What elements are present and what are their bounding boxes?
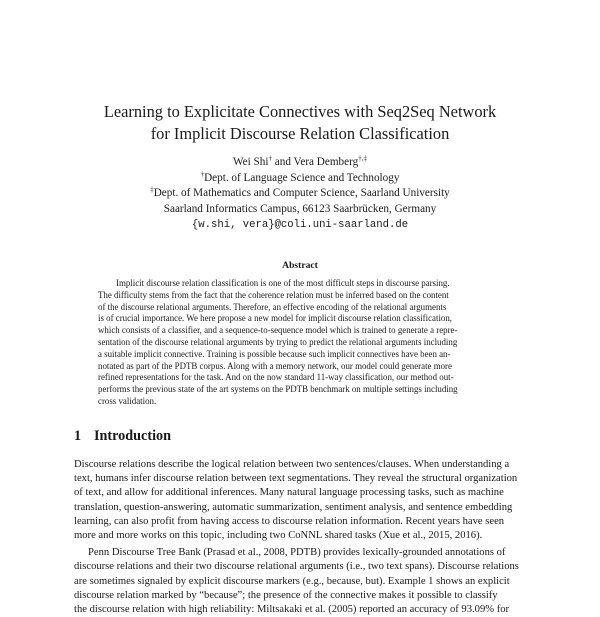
affiliation-3: Saarland Informatics Campus, 66123 Saarbrücken, Germany	[163, 202, 437, 215]
affiliation-1	[60, 171, 540, 187]
intro-line: discourse relations and their two discourse relational arguments (i.e., two text spans). Discourse relations	[74, 561, 519, 573]
abstract-line: which consists of a classifier, and a sequence-to-sequence model which is trained to generate a repre-	[98, 325, 458, 336]
intro-line: Discourse relations describe the logical relation between two sentences/clauses. When understanding a	[74, 459, 510, 470]
abstract-line: The difficulty stems from the fact that the coherence relation must be inferred based on the content	[98, 289, 449, 300]
intro-line: the discourse relation with high reliability: Miltsakaki et al. (2005) reported an accuracy of 93.09% for	[74, 604, 510, 616]
abstract-line: Implicit discourse relation classification is one of the most difficult steps in discourse parsing.	[116, 278, 450, 288]
intro-line: more and more works on this topic, including two CoNNL shared tasks (Xue et al., 2015, 2016).	[74, 530, 483, 542]
affiliation-1-mark: †	[200, 169, 205, 178]
abstract-heading: Abstract	[282, 260, 318, 271]
abstract-body	[98, 278, 502, 408]
intro-line: learning, can also profit from having access to discourse relation information. Recent years have seen	[74, 515, 505, 527]
author-emails	[60, 217, 540, 234]
title-line-1: Learning to Explicitate Connectives with Seq2Seq Network	[103, 102, 497, 121]
intro-line: of text, and allow for additional inferences. Many natural language processing tasks, such as machine	[74, 487, 504, 499]
author-1: Wei Shi	[233, 156, 269, 168]
paper-title	[60, 101, 540, 145]
abstract-line: sentation of the discourse relational arguments by trying to predict the relational arguments including	[98, 336, 458, 347]
section-heading	[74, 428, 171, 445]
abstract-line: refined representations for the task. And on the now standard 11-way classification, our method out-	[98, 372, 454, 383]
abstract-line: a suitable implicit connective. Training is possible because such implicit connectives have been an-	[98, 348, 451, 359]
intro-line: Penn Discourse Tree Bank (Prasad et al., 2008, PDTB) provides lexically-grounded annotations of	[88, 547, 506, 559]
abstract-line: is of crucial importance. We here propose a new model for implicit discourse relation classification,	[98, 313, 453, 324]
author-1-mark: †	[268, 154, 272, 163]
title-line-2: for Implicit Discourse Relation Classification	[150, 124, 450, 143]
abstract-line: notated as part of the PDTB corpus. Along with a memory network, our model could generate more	[98, 360, 452, 371]
abstract-line: of the discourse relational arguments. Therefore, an effective encoding of the relational arguments	[98, 301, 447, 312]
affiliation-2	[60, 186, 540, 202]
author-names	[60, 155, 540, 171]
author-block	[60, 155, 540, 234]
affiliation-2-mark: ‡	[150, 185, 154, 194]
section-number: 1	[74, 428, 82, 444]
author-2: and Vera Demberg	[271, 156, 359, 168]
intro-line: discourse relation marked by “because”; the presence of the connective makes it possible to classify	[74, 589, 498, 601]
intro-line: translation, question-answering, automatic summarization, sentiment analysis, and sentence embedding	[74, 501, 513, 513]
intro-line: are sometimes signaled by explicit discourse markers (e.g., because, but). Example 1 shows an explicit	[74, 575, 510, 587]
abstract-line: cross validation.	[98, 395, 157, 406]
section-title: Introduction	[94, 428, 171, 444]
author-2-mark: †,‡	[358, 154, 367, 163]
intro-line: text, humans infer discourse relation between text segmentations. They reveal the structural organization	[74, 473, 518, 485]
email-text: {w.shi, vera}@coli.uni-saarland.de	[191, 219, 409, 232]
abstract-line: performs the previous state of the art systems on the PDTB benchmark on multiple settings including	[98, 384, 458, 395]
introduction-body	[74, 458, 526, 617]
affiliation-2-text: Dept. of Mathematics and Computer Science, Saarland University	[153, 187, 450, 200]
affiliation-1-text: Dept. of Language Science and Technology	[204, 171, 400, 184]
